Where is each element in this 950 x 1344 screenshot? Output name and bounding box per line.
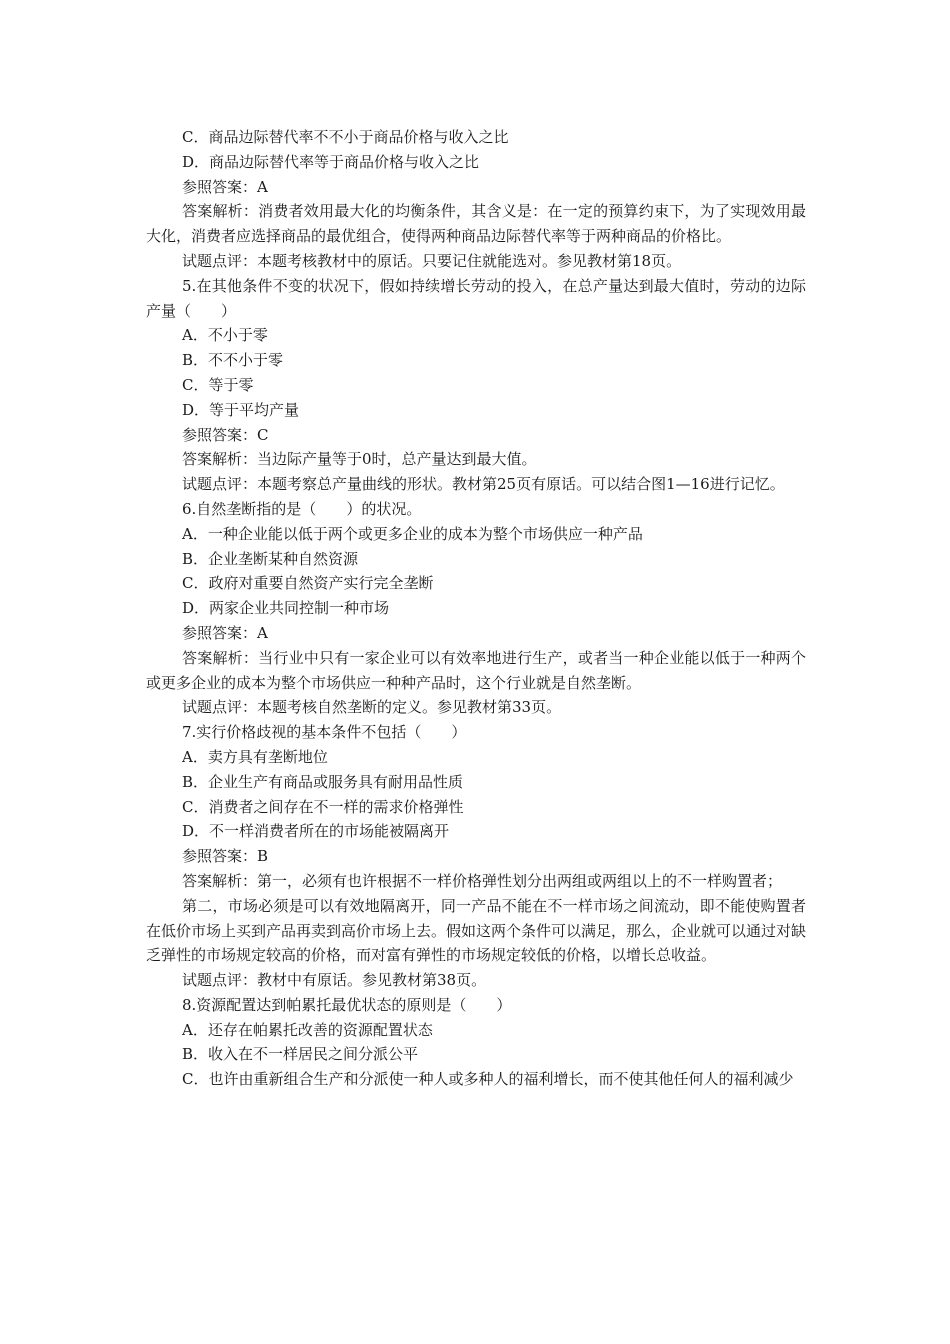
text-line: C．商品边际替代率不不小于商品价格与收入之比 (182, 128, 509, 146)
text-line: B．不不小于零 (182, 351, 284, 370)
text-line: 答案解析：第一，必须有也许根据不一样价格弹性划分出两组或两组以上的不一样购置者； (182, 871, 783, 890)
text-line: 参照答案：C (182, 425, 269, 444)
text-line: 答案解析：当边际产量等于0时，总产量达到最大值。 (182, 450, 537, 469)
text-line: C．等于零 (182, 375, 254, 394)
text-line: C．政府对重要自然资产实行完全垄断 (182, 574, 434, 593)
text-line: B．收入在不一样居民之间分派公平 (182, 1045, 419, 1064)
text-line: D．两家企业共同控制一种市场 (182, 599, 390, 618)
text-line: D．等于平均产量 (182, 400, 300, 419)
text-line: 试题点评：本题考察总产量曲线的形状。教材第25页有原话。可以结合图1—16进行记忆。 (182, 475, 785, 494)
text-line: 参照答案：B (182, 847, 269, 866)
text-line: A．还存在帕累托改善的资源配置状态 (182, 1020, 433, 1039)
text-line: 6.自然垄断指的是（ ）的状况。 (182, 499, 422, 518)
text-line: 试题点评：本题考核自然垄断的定义。参见教材第33页。 (182, 698, 562, 717)
text-line: C．也许由重新组合生产和分派使一种人或多种人的福利增长，而不使其他任何人的福利减少 (182, 1070, 794, 1089)
text-line: C．消费者之间存在不一样的需求价格弹性 (182, 797, 464, 816)
text-line: D．商品边际替代率等于商品价格与收入之比 (182, 152, 480, 171)
document-body (146, 125, 806, 1092)
text-line: 试题点评：教材中有原话。参见教材第38页。 (182, 971, 487, 990)
text-line: 答案解析：消费者效用最大化的均衡条件，其含义是：在一定的预算约束下，为了实现效用最大化，消费者应选择商品的最优组合，使得两种商品边际替代率等于两种商品的价格比。 (146, 202, 806, 246)
text-line: 5.在其他条件不变的状况下，假如持续增长劳动的投入，在总产量达到最大值时，劳动的边际产量（ ） (146, 276, 806, 320)
text-line: A．卖方具有垄断地位 (182, 747, 328, 766)
text-line: 答案解析：当行业中只有一家企业可以有效率地进行生产，或者当一种企业能以低于一种两个或更多企业的成本为整个市场供应一种种产品时，这个行业就是自然垄断。 (146, 648, 806, 692)
text-line: D．不一样消费者所在的市场能被隔离开 (182, 822, 450, 841)
text-line: B．企业生产有商品或服务具有耐用品性质 (182, 772, 464, 791)
text-line: B．企业垄断某种自然资源 (182, 549, 359, 568)
text-line: 8.资源配置达到帕累托最优状态的原则是（ ） (182, 995, 512, 1014)
text-line: A．一种企业能以低于两个或更多企业的成本为整个市场供应一种产品 (182, 524, 643, 543)
text-line: 第二，市场必须是可以有效地隔离开，同一产品不能在不一样市场之间流动，即不能使购置者在低价市场上买到产品再卖到高价市场上去。假如这两个条件可以满足，那么，企业就可以通过对缺乏弹性的市场规定较高的价格，而对富有弹性的市场规定较低的价格，以增长总收益。 (146, 896, 807, 965)
text-line: 参照答案：A (182, 177, 268, 196)
text-line: 7.实行价格歧视的基本条件不包括（ ） (182, 723, 467, 742)
text-line: 试题点评：本题考核教材中的原话。只要记住就能选对。参见教材第18页。 (182, 251, 682, 270)
text-line: 参照答案：A (182, 623, 268, 642)
text-line: A．不小于零 (182, 326, 268, 345)
